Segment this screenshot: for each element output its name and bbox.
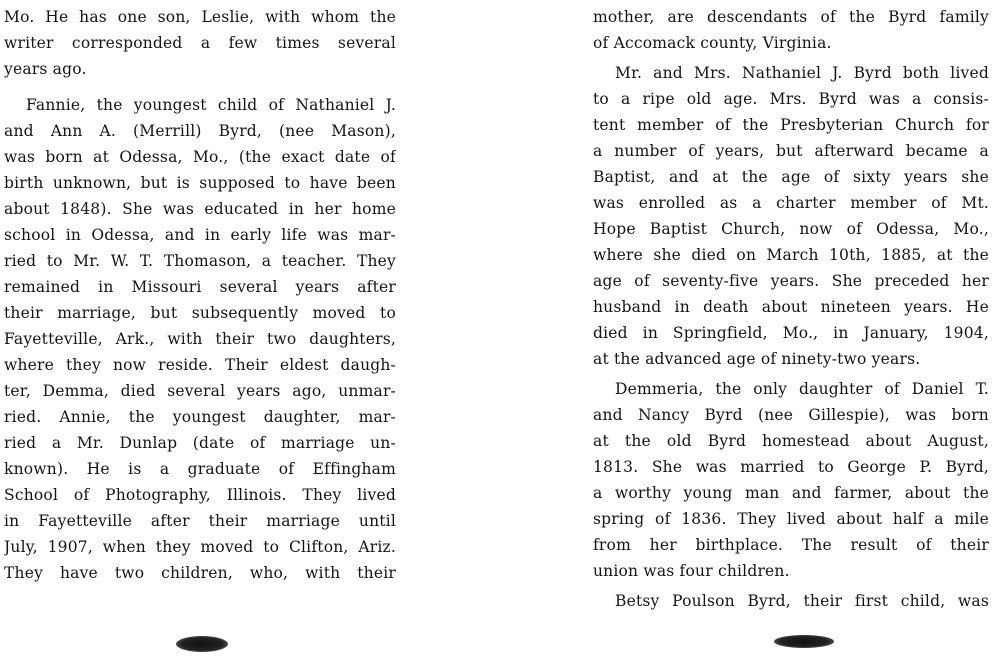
text-line: school in Odessa, and in early life was mar- (4, 226, 396, 244)
text-line: from her birthplace. The result of their (593, 536, 989, 554)
text-line: remained in Missouri several years after (4, 278, 396, 296)
text-line: School of Photography, Illinois. They lived (4, 486, 396, 504)
text-line: where they now reside. Their eldest daugh- (4, 356, 396, 374)
paragraph-son-leslie (4, 4, 396, 82)
paragraph-descendants (593, 4, 989, 56)
text-line: Hope Baptist Church, now of Odessa, Mo., (593, 220, 989, 238)
text-line: They have two children, who, with their (4, 564, 396, 582)
text-line: Demmeria, the only daughter of Daniel T. (615, 380, 989, 398)
text-line: writer corresponded a few times several (4, 34, 396, 52)
right-page-column (593, 4, 989, 614)
paragraph-fannie (4, 92, 396, 586)
text-line: years ago. (4, 60, 87, 78)
text-line: and Nancy Byrd (nee Gillespie), was born (593, 406, 989, 424)
text-line: Mo. He has one son, Leslie, with whom the (4, 8, 396, 26)
text-line: at the old Byrd homestead about August, (593, 432, 989, 450)
text-line: mother, are descendants of the Byrd family (593, 8, 989, 26)
text-line: Fayetteville, Ark., with their two daughters, (4, 330, 396, 348)
ink-smudge (774, 635, 834, 648)
text-line: in Fayetteville after their marriage until (4, 512, 396, 530)
left-page-column (4, 4, 396, 586)
text-line: known). He is a graduate of Effingham (4, 460, 396, 478)
text-line: a worthy young man and farmer, about the (593, 484, 989, 502)
text-line: Mr. and Mrs. Nathaniel J. Byrd both lived (615, 64, 989, 82)
paragraph-demmeria (593, 376, 989, 584)
text-line: and Ann A. (Merrill) Byrd, (nee Mason), (4, 122, 396, 140)
text-line: to a ripe old age. Mrs. Byrd was a consis- (593, 90, 989, 108)
text-line: Fannie, the youngest child of Nathaniel J. (26, 96, 396, 114)
text-line: 1813. She was married to George P. Byrd, (593, 458, 989, 476)
paragraph-nathaniel-byrd (593, 60, 989, 372)
text-line: ter, Demma, died several years ago, unmar- (4, 382, 396, 400)
text-line: union was four children. (593, 562, 790, 580)
text-line: their marriage, but subsequently moved to (4, 304, 396, 322)
text-line: birth unknown, but is supposed to have been (4, 174, 396, 192)
paragraph-betsy (593, 588, 989, 614)
text-line: of Accomack county, Virginia. (593, 34, 832, 52)
text-line: spring of 1836. They lived about half a mile (593, 510, 989, 528)
text-line: at the advanced age of ninety-two years. (593, 350, 921, 368)
text-line: July, 1907, when they moved to Clifton, Ariz. (4, 538, 396, 556)
text-line: was born at Odessa, Mo., (the exact date of (4, 148, 396, 166)
text-line: husband in death about nineteen years. He (593, 298, 989, 316)
text-line: a number of years, but afterward became a (593, 142, 989, 160)
text-line: ried. Annie, the youngest daughter, mar- (4, 408, 396, 426)
text-line: Betsy Poulson Byrd, their first child, was (615, 592, 989, 610)
text-line: ried a Mr. Dunlap (date of marriage un- (4, 434, 396, 452)
text-line: about 1848). She was educated in her home (4, 200, 396, 218)
ink-smudge (176, 636, 228, 652)
text-line: was enrolled as a charter member of Mt. (593, 194, 989, 212)
text-line: Baptist, and at the age of sixty years she (593, 168, 989, 186)
text-line: tent member of the Presbyterian Church for (593, 116, 989, 134)
text-line: ried to Mr. W. T. Thomason, a teacher. They (4, 252, 396, 270)
text-line: age of seventy-five years. She preceded her (593, 272, 989, 290)
text-line: died in Springfield, Mo., in January, 1904, (593, 324, 989, 342)
text-line: where she died on March 10th, 1885, at the (593, 246, 989, 264)
